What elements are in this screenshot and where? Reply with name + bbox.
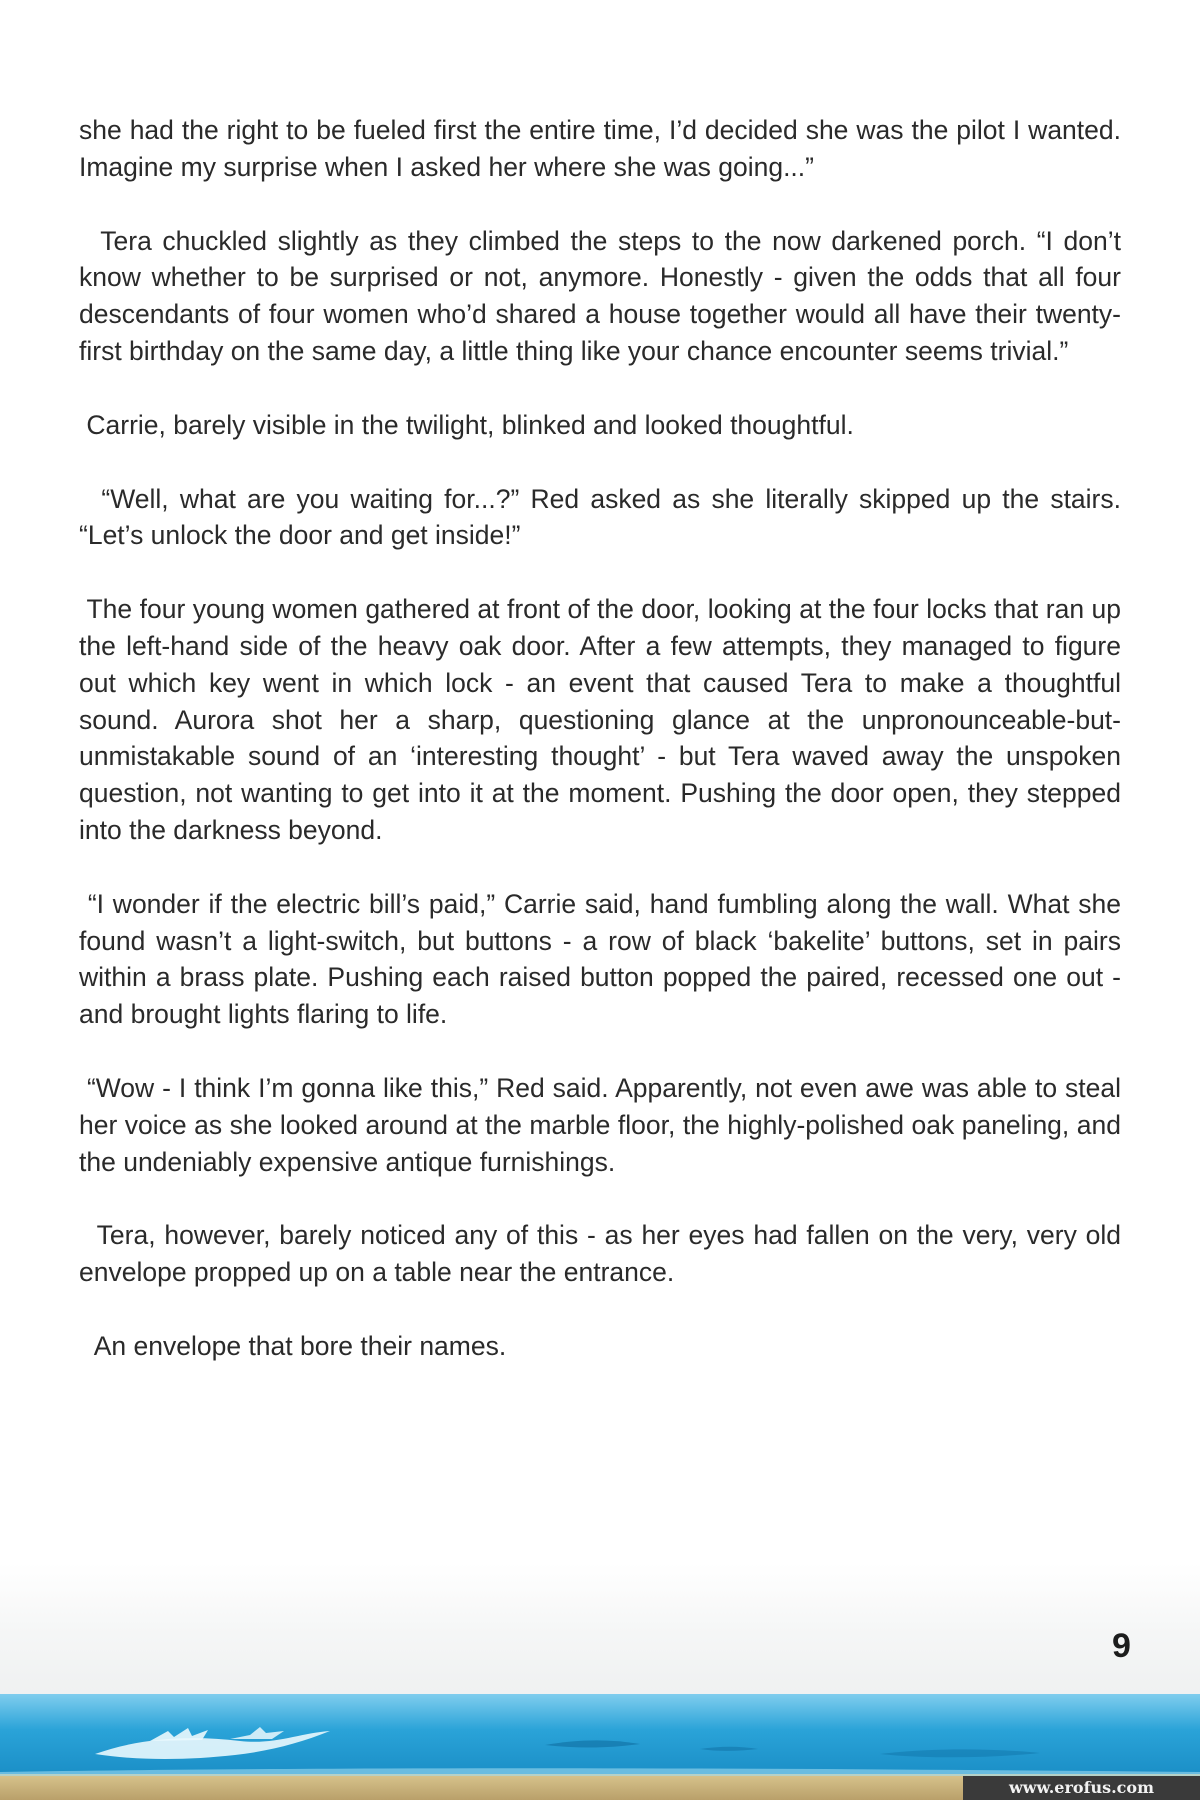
paragraph: “I wonder if the electric bill’s paid,” Carrie said, hand fumbling along the wall. What she found wasn’t a light-switch, but buttons - a row of black ‘bakelite’ buttons, set in pairs within a brass plate. Pushing each raised button popped the paired, recessed one out - and brought lights flaring to life. [79,888,1129,1030]
story-text [79,112,1129,1402]
watermark: www.erofus.com [963,1776,1200,1800]
paragraph: “Well, what are you waiting for...?” Red asked as she literally skipped up the stairs. “Let’s unlock the door and get inside!” [79,483,1129,551]
paragraph: An envelope that bore their names. [79,1330,507,1361]
paragraph: Tera, however, barely noticed any of this - as her eyes had fallen on the very, very old envelope propped up on a table near the entrance. [79,1220,1129,1288]
sky-banner-illustration [0,1563,1200,1800]
paragraph: Carrie, barely visible in the twilight, blinked and looked thoughtful. [79,409,854,440]
footer-decoration [0,1563,1200,1800]
paragraph: she had the right to be fueled first the entire time, I’d decided she was the pilot I wanted. Imagine my surprise when I asked her where she was going...” [79,115,1129,182]
page-number: 9 [1112,1627,1131,1665]
paragraph: The four young women gathered at front of the door, looking at the four locks that ran up the left-hand side of the heavy oak door. After a few attempts, they managed to figure out which key went in which lock - an event that caused Tera to make a thoughtful sound. Aurora shot her a sharp, questioning glance at the unpronounceable-but-unmistakable sound of an ‘interesting thought’ - but Tera waved away the unspoken question, not wanting to get into it at the moment. Pushing the door open, they stepped into the darkness beyond. [79,594,1129,845]
paragraph: Tera chuckled slightly as they climbed the steps to the now darkened porch. “I don’t know whether to be surprised or not, anymore. Honestly - given the odds that all four descendants of four women who’d shared a house together would all have their twenty-first birthday on the same day, a little thing like your chance encounter seems trivial.” [79,225,1129,366]
paragraph: “Wow - I think I’m gonna like this,” Red said. Apparently, not even awe was able to steal her voice as she looked around at the marble floor, the highly-polished oak paneling, and the undeniably expensive antique furnishings. [79,1072,1129,1177]
